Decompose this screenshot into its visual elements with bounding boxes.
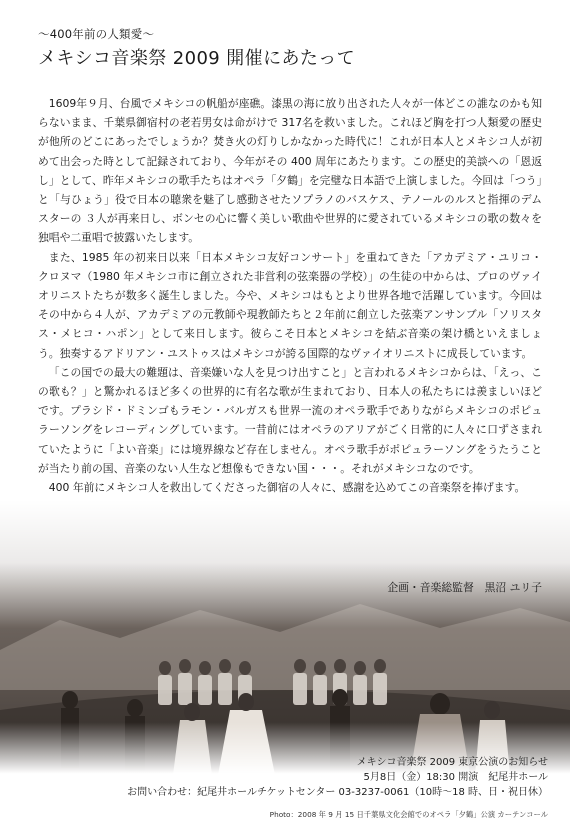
notice-contact: お問い合わせ：紀尾井ホールチケットセンター 03-3237-0061（10時〜18 時、日・祝日休）	[127, 787, 548, 798]
photo-credit: Photo：2008 年 9 月 15 日千葉県文化会館でのオペラ「夕鶴」公演 カーテンコール	[269, 810, 548, 819]
subtitle: 〜400年前の人類愛〜	[38, 27, 155, 41]
notice-date-venue: 5月8日（金）18:30 開演 紀尾井ホール	[363, 772, 548, 783]
paragraph: 1609年９月、台風でメキシコの帆船が座礁。漆黒の海に放り出された人々が一体どこの誰なのかも知らないまま、千葉県御宿村の老若男女は命がけで 317名を救いました。これほど胸を打つ人類愛の歴史が他所のどこにあったでしょうか？焚き火の灯りしかなかった時代に！これが日本人とメキシコ人が初めて出会った時として記録されており、今年がその 400 周年にあたります。この歴史的美談への「恩返し」として、昨年メキシコの歌手たちはオペラ「夕鶴」を完璧な日本語で上演しました。今回は「つう」と「与ひょう」役で日本の聴衆を魅了し感動させたソプラノのバスケス、テノールのルスと指揮のデムスターの ３人が再来日し、ボンセの心に響く美しい歌曲や世界的に愛されているメキシコの歌の数々を独唱や二重唱で披露いたします。	[38, 97, 542, 245]
signature: 企画・音楽総監督 黒沼 ユリ子	[387, 581, 542, 594]
notice-heading: メキシコ音楽祭 2009 東京公演のお知らせ	[356, 757, 548, 768]
paragraph: 400 年前にメキシコ人を救出してくださった御宿の人々に、感謝を込めてこの音楽祭を捧げます。	[48, 481, 526, 495]
concert-notice	[127, 755, 548, 800]
page-title: メキシコ音楽祭 2009 開催にあたって	[38, 48, 356, 69]
essay-body	[38, 94, 542, 497]
paragraph: また、1985 年の初来日以来「日本メキシコ友好コンサート」を重ねてきた「アカデミア・ユリコ・クロヌマ（1980 年メキシコ市に創立された非営利の弦楽器の学校）」の生徒の中からは、プロのヴァイオリニストたちが数多く誕生しました。今や、メキシコはもとより世界各地で活躍しています。今回はその中から４人が、アカデミアの元教師や現教師たちと２年前に創立した弦楽アンサンブル「ソリスタス・メヒコ・ハポン」として来日します。彼らこそ日本とメキシコを結ぶ音楽の架け橋といえましょう。独奏するアドリアン・ユストゥスはメキシコが誇る国際的なヴァイオリニストに成長しています。	[38, 250, 542, 360]
paragraph: 「この国での最大の難題は、音楽嫌いな人を見つけ出すこと」と言われるメキシコからは、「えっ、この歌も？」と驚かれるほど多くの世界的に有名な歌が生まれており、日本人の私たちには羨ましいほどです。プラシド・ドミンゴもラモン・バルガスも世界一流のオペラ歌手でありながらメキシコのポピュラーソングをレコーディングしています。一昔前にはオペラのアリアがごく日常的に人々に口ずさまれていたように「よい音楽」には境界線など存在しません。オペラ歌手がポピュラーソングをうたうことが当たり前の国、音楽のない人生など想像もできない国・・・。それがメキシコなのです。	[38, 365, 542, 475]
curtain-call-photo	[0, 500, 570, 785]
